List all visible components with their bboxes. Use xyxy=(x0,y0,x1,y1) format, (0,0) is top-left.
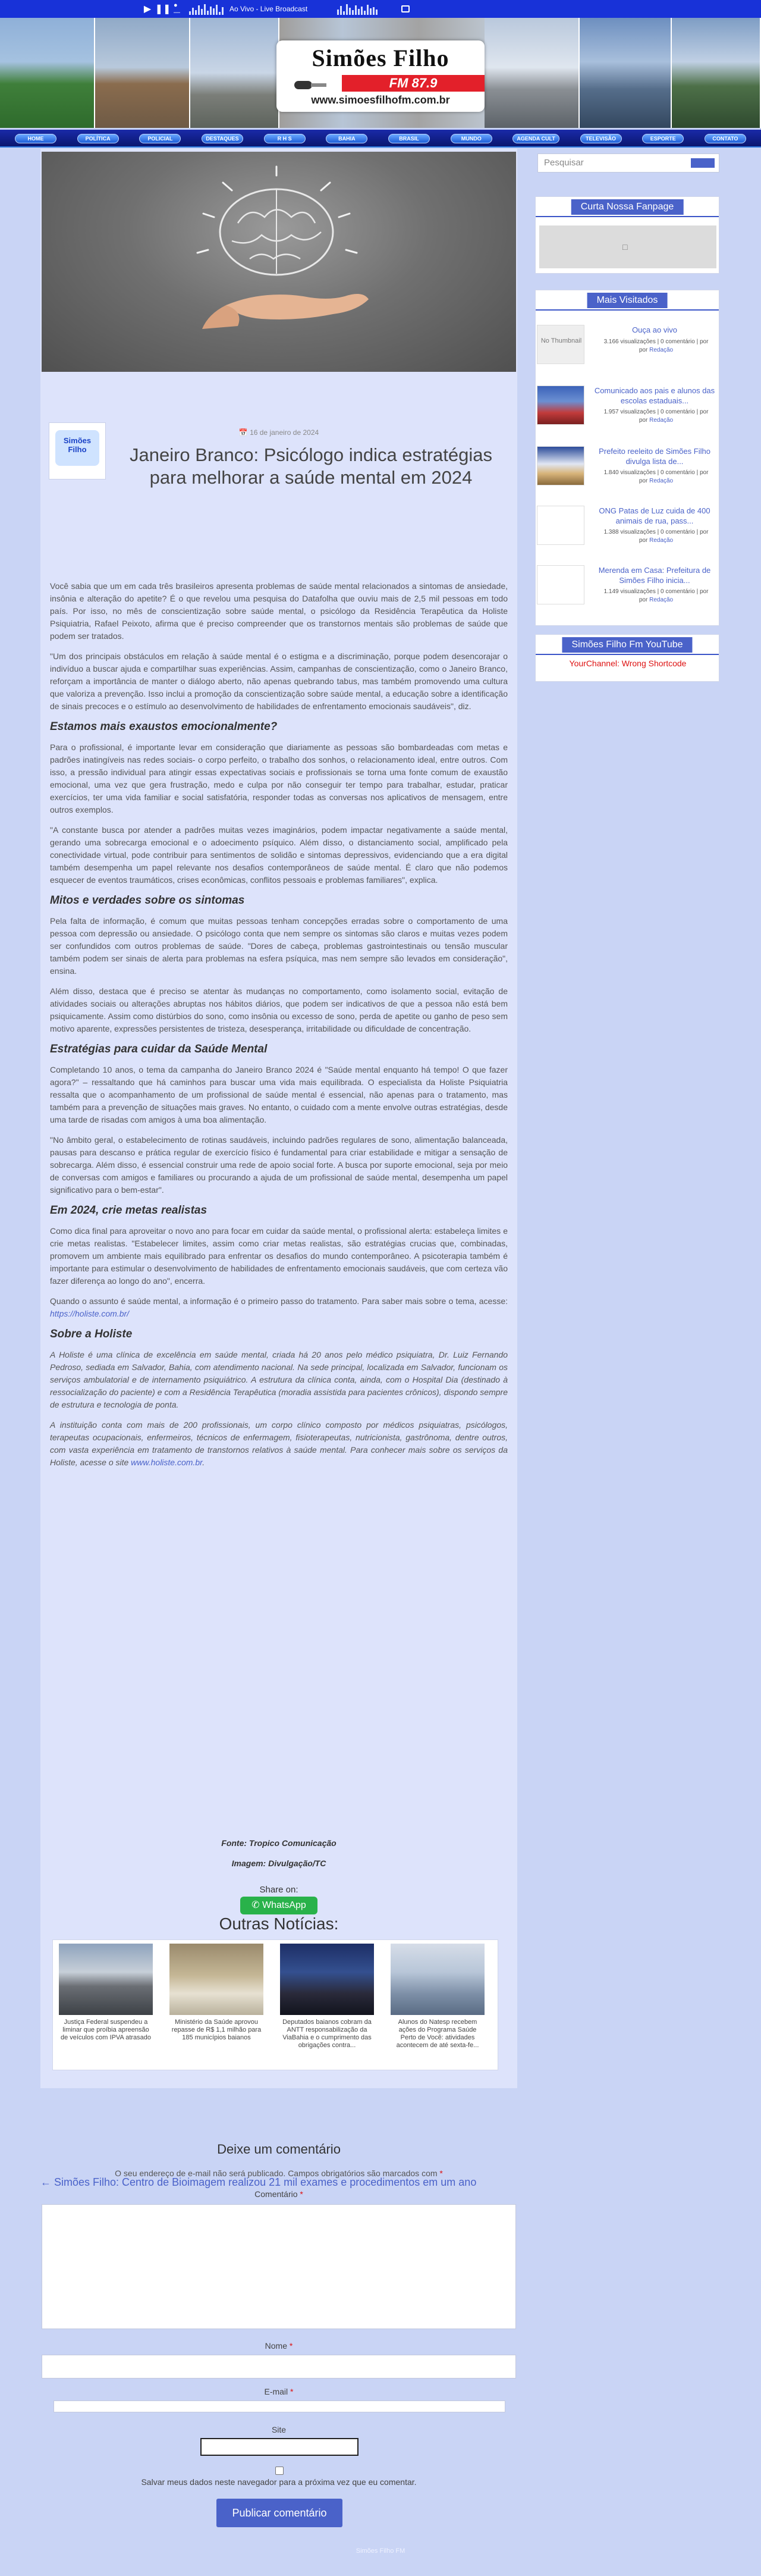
related-news-title: Outras Notícias: xyxy=(219,1914,339,1933)
related-thumb xyxy=(280,1944,374,2015)
related-news-card[interactable] xyxy=(56,1944,155,2063)
most-visited-title-link[interactable]: Prefeito reeleito de Simões Filho divulga lista de... xyxy=(599,447,710,466)
banner-photo-church xyxy=(95,18,190,128)
paragraph: Completando 10 anos, o tema da campanha do Janeiro Branco 2024 é "Saúde mental enquanto há tempo! O que fazer agora?" – ressaltando que há caminhos para buscar uma vida mais equilibrada. O especialista da Holiste Psiquiatria ressalta que o acompanhamento de um profissional de saúde mental é essencial, não apenas para o tratamento, mas também para a prevenção de situações mais graves. No entanto, o cuidado com a mente envolve outras estratégias, desde uma tarde de risadas com amigos à uma boa alimentação. xyxy=(50,1065,508,1124)
save-data-label: Salvar meus dados neste navegador para a próxima vez que eu comentar. xyxy=(141,2477,417,2487)
related-thumb xyxy=(391,1944,485,2015)
paragraph: "No âmbito geral, o estabelecimento de rotinas saudáveis, incluindo padrões regulares de sono, alimentação balanceada, pausas para descanso e prática regular de exercício físico é fundamental para criar estabilidade e mitigar a sensação de sobrecarga. Além disso, é essencial construir uma rede de apoio social forte. A busca por suporte emocional, seja por meio de conversas com amigos e familiares ou procurando a ajuda de um profissional de saúde mental, desempenha um papel significativo para o bem-estar". xyxy=(50,1135,508,1195)
search-input[interactable]: Pesquisar xyxy=(537,153,719,173)
featured-image xyxy=(42,152,516,372)
paragraph: Você sabia que um em cada três brasileiros apresenta problemas de saúde mental relacionados a sintomas de ansiedade, insônia e alteração do apetite? É o que revelou uma pesquisa do Datafolha que ouviu mais de 2,5 mil pessoas em todo país. Por isso, no mês de conscientização sobre saúde mental, o psicólogo da Residência Terapêutica da Holiste Psiquiatria, Rafael Peixoto, afirma que é preciso compreender que os transtornos mentais são problemas de saúde que podem ser tratados. xyxy=(50,581,508,641)
paragraph: Além disso, destaca que é preciso se atentar às mudanças no comportamento, como isolamento social, evitação de atividades sociais ou alterações abruptas nos hábitos diários, que podem ser indicativos de que a pessoa não está bem psiquicamente. Assim como distúrbios do sono, como insônia ou excesso de sono, perda de apetite ou ganho de peso sem motivo aparente, expressões persistentes de tristeza, desesperança, irritabilidade ou dificuldade de concentração. xyxy=(50,986,508,1033)
banner-photo-stadium xyxy=(0,18,95,128)
most-visited-author: por Redação xyxy=(639,417,674,424)
related-caption: Ministério da Saúde aprovou repasse de R$ 1,1 milhão para 185 municípios baianos xyxy=(171,2019,262,2041)
nav-rhs[interactable]: R H S xyxy=(264,134,306,143)
fullscreen-icon[interactable] xyxy=(401,5,410,12)
nav-esporte[interactable]: ESPORTE xyxy=(642,134,684,143)
credit-source: Fonte: Tropico Comunicação xyxy=(221,1838,337,1848)
section-heading: Estamos mais exaustos emocionalmente? xyxy=(50,720,278,733)
paragraph: "Um dos principais obstáculos em relação à saúde mental é o estigma e a discriminação, porque podem desencorajar o indivíduo a buscar ajuda e compartilhar suas experiências. Assim, campanhas de conscientização, como o Janeiro Branco, reforçam a importância de manter o diálogo aberto, não apenas quebrando tabus, mas também promovendo uma cultura que valoriza a prevenção. Isso inclui a promoção da conscientização sobre saúde mental, a educação sobre a identificação de sinais precoces e o estímulo ao desenvolvimento de habilidades de enfrentamento emocionais saudáveis", diz. xyxy=(50,651,508,711)
logo-title: Simões Filho xyxy=(312,45,449,71)
search-button[interactable] xyxy=(691,158,715,168)
paragraph: Para o profissional, é importante levar em consideração que diariamente as pessoas são bombardeadas com metas e padrões inatingíveis nas redes sociais- o corpo perfeito, o trabalho dos sonhos, o relacionamento ideal, entre outros. Com isso, a pressão individual para atingir essas expectativas sociais e profissionais se torna uma fonte comum de exaustão emocional, uma vez que gera frustração, medo e culpa por não conseguir ter tempo para trabalhar, estudar, praticar exercícios, ter uma vida familiar e social satisfatória, responder todas as conversas nos aplicativos de mensagem, entre outros exemplos. xyxy=(50,742,508,814)
nav-agenda-cult[interactable]: AGENDA CULT xyxy=(512,134,559,143)
credit-image: Imagem: Divulgação/TC xyxy=(231,1859,326,1868)
top-bar xyxy=(0,0,761,18)
banner-photo-lake xyxy=(580,18,672,128)
most-visited-meta: 1.149 visualizações | 0 comentário | por xyxy=(603,588,709,595)
author-logo-text: Simões Filho xyxy=(63,436,92,454)
most-visited-meta: 1.957 visualizações | 0 comentário | por xyxy=(603,409,709,415)
most-visited-author: por Redação xyxy=(639,537,674,544)
most-visited-thumb xyxy=(537,565,584,604)
brain-hand-illustration xyxy=(42,152,516,372)
volume-icon[interactable]: ●— xyxy=(174,2,180,16)
nav-bahia[interactable]: BAHIA xyxy=(326,134,367,143)
submit-comment-button[interactable]: Publicar comentário xyxy=(216,2499,342,2527)
most-visited-item[interactable] xyxy=(536,506,720,559)
comment-form-title: Deixe um comentário xyxy=(217,2142,341,2157)
most-visited-item[interactable] xyxy=(536,565,720,619)
nav-politica[interactable]: POLÍTICA xyxy=(77,134,119,143)
site-logo[interactable] xyxy=(276,40,485,112)
player-status: Ao Vivo - Live Broadcast xyxy=(229,5,308,13)
comment-form-note: O seu endereço de e-mail não será publicado. Campos obrigatórios são marcados com * xyxy=(115,2168,443,2178)
most-visited-title-link[interactable]: ONG Patas de Luz cuida de 400 animais de rua, pass... xyxy=(599,506,710,525)
article-body xyxy=(50,580,508,1477)
paragraph: "A constante busca por atender a padrões muitas vezes imaginários, podem impactar negativamente a saúde mental, gerando uma sobrecarga emocional e o adoecimento psíquico. Além disso, o distanciamento social, amplificado pela conectividade virtual, pode contribuir para sentimentos de solidão e sintomas depressivos, evidenciando que a era digital também desempenha um papel relevante nos desafios contemporâneos de saúde mental. É claro que não podemos esquecer de eventos traumáticos, crises econômicas, conflitos pessoais e problemas familiares", explica. xyxy=(50,825,508,885)
nav-contato[interactable]: CONTATO xyxy=(705,134,746,143)
most-visited-title-link[interactable]: Merenda em Casa: Prefeitura de Simões Filho inicia... xyxy=(598,566,711,585)
post-title: Janeiro Branco: Psicólogo indica estratégias para melhorar a saúde mental em 2024 xyxy=(129,444,492,488)
comment-label: Comentário * xyxy=(254,2189,303,2199)
most-visited-meta: 1.840 visualizações | 0 comentário | por xyxy=(603,469,709,476)
most-visited-thumb xyxy=(537,386,584,425)
paragraph: A Holiste é uma clínica de excelência em saúde mental, criada há 20 anos pelo médico psiquiatra, Dr. Luiz Fernando Pedroso, sediada em Salvador, Bahia, com atendimento nacional. Na sede principal, localizada em Salvador, funcionam os serviços ambulatorial e de internamento psiquiátrico. A estrutura da clínica conta, ainda, com o Hospital Dia (destinado à ressocialização do paciente) e com a Residência Terapêutica (moradia assistida para pacientes crônicos), dispondo sempre de estrutura e tecnologia de ponta. xyxy=(50,1350,508,1409)
logo-frequency: FM 87.9 xyxy=(342,75,485,92)
footer-text: Simões Filho FM xyxy=(356,2547,405,2555)
most-visited-author: por Redação xyxy=(639,347,674,353)
most-visited-title: Mais Visitados xyxy=(587,293,668,308)
related-news-card[interactable] xyxy=(278,1944,376,2063)
logo-url: www.simoesfilhofm.com.br xyxy=(311,94,450,106)
no-thumbnail-image: No Thumbnail xyxy=(537,325,584,364)
comment-textarea[interactable] xyxy=(42,2204,516,2329)
paragraph: Quando o assunto é saúde mental, a informação é o primeiro passo do tratamento. Para saber mais sobre o tema, acesse: https://holiste.com.br/ xyxy=(50,1296,508,1318)
most-visited-meta: 1.388 visualizações | 0 comentário | por xyxy=(603,529,709,535)
most-visited-thumb xyxy=(537,446,584,485)
holiste-site-link[interactable]: www.holiste.com.br xyxy=(131,1458,203,1467)
youtube-error: YourChannel: Wrong Shortcode xyxy=(569,659,687,668)
whatsapp-icon: ✆ xyxy=(251,1900,263,1910)
most-visited-meta: 3.166 visualizações | 0 comentário | por xyxy=(603,339,709,345)
name-label: Nome * xyxy=(265,2341,293,2351)
nav-mundo[interactable]: MUNDO xyxy=(451,134,492,143)
email-input[interactable] xyxy=(54,2400,505,2412)
youtube-title: Simões Filho Fm YouTube xyxy=(562,637,692,653)
most-visited-item[interactable] xyxy=(536,325,720,378)
play-icon[interactable]: ▶ xyxy=(143,4,152,14)
related-thumb xyxy=(169,1944,263,2015)
whatsapp-share-button[interactable]: ✆ WhatsApp xyxy=(240,1897,317,1914)
radio-player xyxy=(143,1,410,17)
paragraph: Como dica final para aproveitar o novo ano para focar em cuidar da saúde mental, o profissional alerta: estabeleça limites e crie metas realistas. "Estabelecer limites, assim como criar metas realistas, são estratégias crucias que, combinadas, promovem um ambiente mais equilibrado para enfrentar os desafios do mundo contemporâneo. A psicoterapia também é importante para estimular o desenvolvimento de habilidades de enfrentamento emocionais saudáveis, que com certeza vão fazer diferença ao longo do ano", encerra. xyxy=(50,1226,508,1286)
related-news-card[interactable] xyxy=(167,1944,266,2063)
post-date: 📅 16 de janeiro de 2024 xyxy=(238,428,319,437)
youtube-widget xyxy=(535,634,719,682)
related-news-grid xyxy=(52,1939,498,2070)
related-caption: Deputados baianos cobram da ANTT responsabilização da ViaBahia e o cumprimento das obrigações contra... xyxy=(282,2019,372,2049)
fanpage-widget xyxy=(535,196,719,274)
banner-photo-city xyxy=(190,18,279,128)
related-caption: Justiça Federal suspendeu a liminar que proíbia apreensão de veículos com IPVA atrasado xyxy=(60,2019,152,2041)
broken-image-icon: □ xyxy=(622,242,628,252)
nav-home[interactable]: HOME xyxy=(15,134,56,143)
site-label: Site xyxy=(271,2425,287,2434)
most-visited-item[interactable] xyxy=(536,386,720,439)
holiste-link[interactable]: https://holiste.com.br/ xyxy=(50,1309,130,1318)
related-news-card[interactable] xyxy=(388,1944,487,2063)
most-visited-title-link[interactable]: Ouça ao vivo xyxy=(632,325,677,334)
equalizer-bars xyxy=(189,3,224,15)
banner-photo-waterfall xyxy=(672,18,761,128)
email-label: E-mail * xyxy=(264,2387,294,2396)
banner-photo-road xyxy=(485,18,580,128)
header-banner xyxy=(0,18,761,128)
most-visited-item[interactable] xyxy=(536,446,720,500)
paragraph: A instituição conta com mais de 200 profissionais, um corpo clínico composto por médicos psiquiatras, psicólogos, terapeutas ocupacionais, enfermeiros, técnicos de enfermagem, fisioterapeutas, nutricionista, gastrônoma, dentre outros, com vasta experiência em tratamento de transtornos relativos à saúde mental. Para conhecer mais sobre os serviços da Holiste, acesse o site www.holiste.com.br. xyxy=(50,1420,508,1467)
equalizer-bars-right xyxy=(337,3,378,15)
section-heading: Mitos e verdades sobre os sintomas xyxy=(50,894,245,907)
most-visited-author: por Redação xyxy=(639,597,674,603)
related-thumb xyxy=(59,1944,153,2015)
nav-policial[interactable]: POLICIAL xyxy=(139,134,181,143)
main-nav xyxy=(0,130,761,148)
section-heading: Em 2024, crie metas realistas xyxy=(50,1204,207,1217)
nav-destaques[interactable]: DESTAQUES xyxy=(202,134,243,143)
previous-post-link[interactable]: ← Simões Filho: Centro de Bioimagem realizou 21 mil exames e procedimentos em um ano xyxy=(40,2176,477,2188)
section-heading: Sobre a Holiste xyxy=(50,1328,133,1340)
share-label: Share on: xyxy=(259,1885,298,1895)
site-input[interactable] xyxy=(200,2438,359,2456)
paragraph: Pela falta de informação, é comum que muitas pessoas tenham concepções erradas sobre o comportamento de uma pessoa com depressão ou ansiedade. O psicólogo conta que nem sempre os sintomas são claros e muitas vezes podem ser confundidos com outros problemas de saúde. "Dores de cabeça, problemas gastrointestinais ou tensão muscular também podem ser sinais de alerta para problemas na esfera psíquica, mas nem sempre são levados em consideração", ensina. xyxy=(50,916,508,976)
most-visited-widget xyxy=(535,290,719,626)
calendar-icon: 📅 xyxy=(238,428,250,437)
most-visited-author: por Redação xyxy=(639,478,674,484)
most-visited-thumb xyxy=(537,506,584,545)
credits xyxy=(40,1838,517,1879)
fanpage-embed[interactable] xyxy=(539,225,716,268)
fanpage-title: Curta Nossa Fanpage xyxy=(571,199,684,215)
pause-icon[interactable]: ❚❚ xyxy=(155,4,171,14)
related-caption: Alunos do Natesp recebem ações do Programa Saúde Perto de Você: atividades acontecem de até sexta-fe... xyxy=(396,2019,479,2049)
microphone-icon xyxy=(293,77,329,93)
name-input[interactable] xyxy=(42,2355,516,2378)
nav-televisao[interactable]: TELEVISÃO xyxy=(580,134,622,143)
most-visited-title-link[interactable]: Comunicado aos pais e alunos das escolas estaduais... xyxy=(594,386,715,405)
nav-brasil[interactable]: BRASIL xyxy=(388,134,430,143)
section-heading: Estratégias para cuidar da Saúde Mental xyxy=(50,1043,268,1055)
save-data-checkbox[interactable] xyxy=(275,2467,284,2475)
